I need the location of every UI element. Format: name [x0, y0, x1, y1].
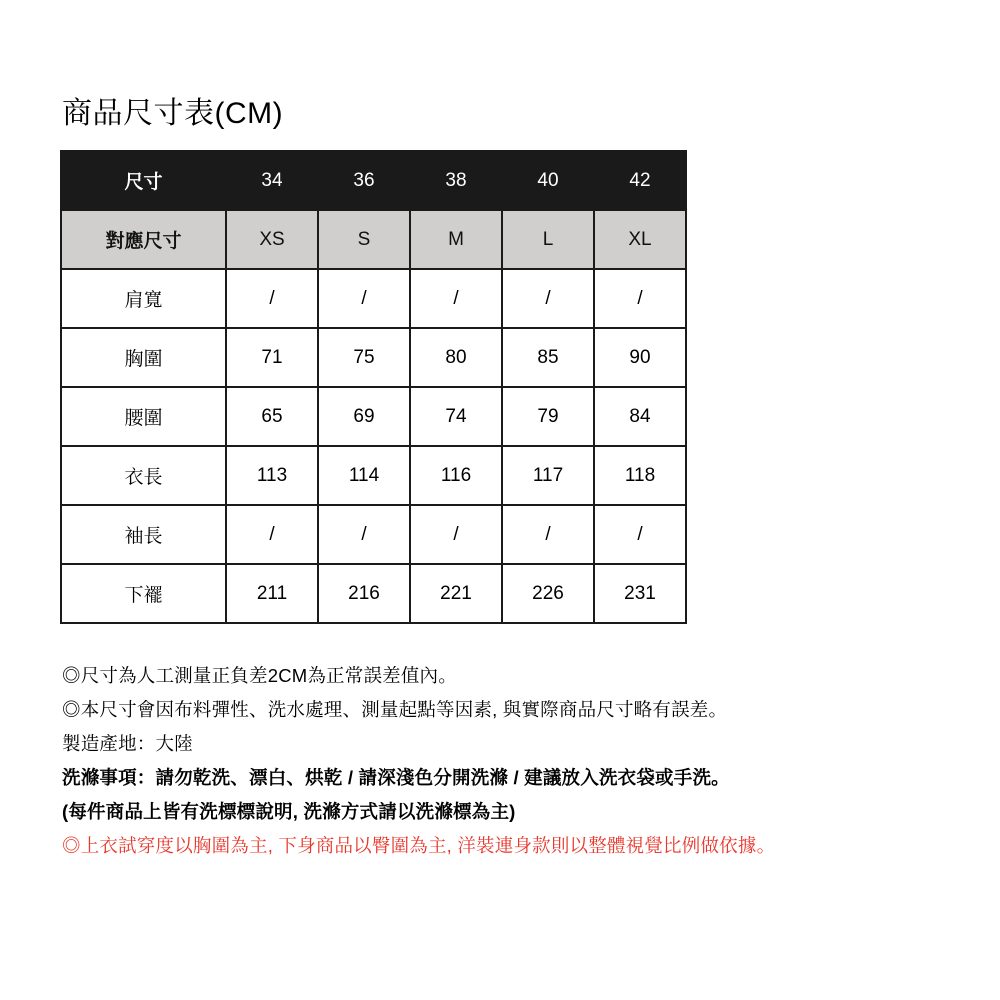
- note-line: (每件商品上皆有洗標標說明, 洗滌方式請以洗滌標為主): [62, 800, 516, 822]
- row-label: 袖長: [61, 505, 226, 564]
- table-row: [61, 564, 686, 623]
- row-value: 113: [226, 446, 318, 505]
- row-value: 79: [502, 387, 594, 446]
- note-line: 洗滌事項：請勿乾洗、漂白、烘乾 / 請深淺色分開洗滌 / 建議放入洗衣袋或手洗。: [62, 766, 730, 788]
- note-line: ◎尺寸為人工測量正負差2CM為正常誤差值內。: [62, 665, 457, 686]
- table-subheader-row: [61, 210, 686, 269]
- table-row: [61, 328, 686, 387]
- table-subheader-cell: L: [502, 210, 594, 269]
- row-value: /: [502, 269, 594, 328]
- page-title: 商品尺寸表(CM): [62, 97, 284, 130]
- row-value: /: [318, 269, 410, 328]
- row-value: /: [594, 505, 686, 564]
- row-label: 衣長: [61, 446, 226, 505]
- row-value: /: [318, 505, 410, 564]
- note-line: 製造產地：大陸: [62, 732, 193, 754]
- note-line: ◎上衣試穿度以胸圍為主, 下身商品以臀圍為主, 洋裝連身款則以整體視覺比例做依據。: [62, 834, 776, 856]
- row-value: /: [226, 505, 318, 564]
- notes-section: [62, 664, 940, 859]
- row-value: 80: [410, 328, 502, 387]
- size-table: [60, 150, 687, 624]
- row-value: 216: [318, 564, 410, 623]
- row-value: 114: [318, 446, 410, 505]
- note-line: ◎本尺寸會因布料彈性、洗水處理、測量起點等因素, 與實際商品尺寸略有誤差。: [62, 698, 728, 720]
- row-value: /: [502, 505, 594, 564]
- table-subheader-cell: XL: [594, 210, 686, 269]
- row-value: 118: [594, 446, 686, 505]
- row-value: 65: [226, 387, 318, 446]
- row-value: /: [410, 269, 502, 328]
- row-value: 90: [594, 328, 686, 387]
- table-subheader-cell: S: [318, 210, 410, 269]
- row-value: 84: [594, 387, 686, 446]
- row-value: 75: [318, 328, 410, 387]
- row-value: 221: [410, 564, 502, 623]
- row-label: 胸圍: [61, 328, 226, 387]
- row-value: 231: [594, 564, 686, 623]
- row-value: /: [410, 505, 502, 564]
- table-header-cell: 38: [410, 151, 502, 210]
- row-value: 69: [318, 387, 410, 446]
- table-subheader-cell: M: [410, 210, 502, 269]
- row-value: 74: [410, 387, 502, 446]
- table-row: [61, 446, 686, 505]
- table-header-cell: 34: [226, 151, 318, 210]
- table-row: [61, 269, 686, 328]
- table-header-cell: 42: [594, 151, 686, 210]
- row-value: 71: [226, 328, 318, 387]
- row-value: 85: [502, 328, 594, 387]
- row-value: 211: [226, 564, 318, 623]
- row-value: /: [226, 269, 318, 328]
- table-header-cell: 40: [502, 151, 594, 210]
- table-row: [61, 387, 686, 446]
- table-row: [61, 505, 686, 564]
- row-label: 腰圍: [61, 387, 226, 446]
- table-subheader-cell: 對應尺寸: [61, 210, 226, 269]
- row-value: 117: [502, 446, 594, 505]
- table-header-row: [61, 151, 686, 210]
- table-subheader-cell: XS: [226, 210, 318, 269]
- row-value: 116: [410, 446, 502, 505]
- row-value: 226: [502, 564, 594, 623]
- table-header-cell: 尺寸: [61, 151, 226, 210]
- table-header-cell: 36: [318, 151, 410, 210]
- row-label: 肩寬: [61, 269, 226, 328]
- row-label: 下襬: [61, 564, 226, 623]
- row-value: /: [594, 269, 686, 328]
